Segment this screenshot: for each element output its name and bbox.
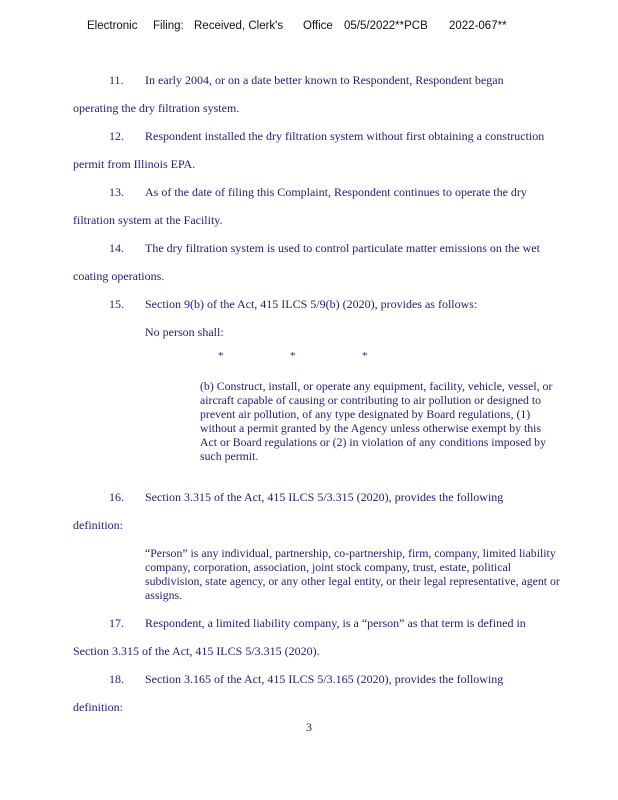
paragraph-number: 14. — [109, 241, 124, 255]
paragraph-15-intro: No person shall: — [145, 325, 224, 339]
paragraph-13-line1: As of the date of filing this Complaint, Respondent continues to operate the dry — [145, 185, 527, 199]
paragraph-number: 17. — [109, 616, 124, 630]
header-filing: Filing: — [153, 20, 184, 32]
header-office: Office — [303, 20, 333, 32]
paragraph-number: 16. — [109, 490, 124, 504]
star: * — [218, 350, 224, 362]
header-case: 2022-067** — [449, 20, 507, 32]
star: * — [290, 350, 296, 362]
paragraph-11-line1: In early 2004, or on a date better known to Respondent, Respondent began — [145, 73, 504, 87]
paragraph-12-line1: Respondent installed the dry filtration system without first obtaining a construction — [145, 129, 545, 143]
paragraph-16-line1: Section 3.315 of the Act, 415 ILCS 5/3.315 (2020), provides the following — [145, 490, 504, 504]
paragraph-16-line2: definition: — [73, 518, 123, 532]
header-date: 05/5/2022**PCB — [344, 20, 428, 32]
paragraph-number: 15. — [109, 297, 124, 311]
paragraph-18-line1: Section 3.165 of the Act, 415 ILCS 5/3.165 (2020), provides the following — [145, 672, 504, 686]
paragraph-14-line1: The dry filtration system is used to control particulate matter emissions on the wet — [145, 241, 540, 255]
paragraph-17-line1: Respondent, a limited liability company, is a “person” as that term is defined in — [145, 616, 526, 630]
header-electronic: Electronic — [87, 20, 138, 32]
block-quote-section-9b — [200, 379, 560, 464]
paragraph-number: 11. — [109, 73, 124, 87]
star: * — [362, 350, 368, 362]
paragraph-14-line2: coating operations. — [73, 269, 165, 283]
header-received: Received, Clerk's — [194, 20, 284, 32]
paragraph-number: 18. — [109, 672, 124, 686]
quote-text: (b) Construct, install, or operate any equipment, facility, vehicle, vessel, or aircraft capable of causing or contributing to air pollution or designed to prevent air pollution, of any type designated by Board regulations, (1) without a permit granted by the Agency unless otherwise exempt by this Act or Board regulations or (2) in violation of any conditions imposed by such permit. — [200, 379, 553, 464]
paragraph-12-line2: permit from Illinois EPA. — [73, 157, 196, 171]
paragraph-15-line1: Section 9(b) of the Act, 415 ILCS 5/9(b) (2020), provides as follows: — [145, 297, 478, 311]
paragraph-17-line2: Section 3.315 of the Act, 415 ILCS 5/3.315 (2020). — [73, 644, 320, 658]
quote-text: “Person” is any individual, partnership, co-partnership, firm, company, limited liability company, corporation, association, joint stock company, trust, estate, political subdivision, state agency, or any other legal entity, or their legal representative, agent or assigns. — [145, 546, 560, 603]
paragraph-11-line2: operating the dry filtration system. — [73, 101, 240, 115]
paragraph-number: 13. — [109, 185, 124, 199]
paragraph-13-line2: filtration system at the Facility. — [73, 213, 223, 227]
paragraph-18-line2: definition: — [73, 700, 123, 714]
page-number: 3 — [306, 720, 312, 734]
block-quote-person-definition — [145, 546, 560, 602]
paragraph-number: 12. — [109, 129, 124, 143]
